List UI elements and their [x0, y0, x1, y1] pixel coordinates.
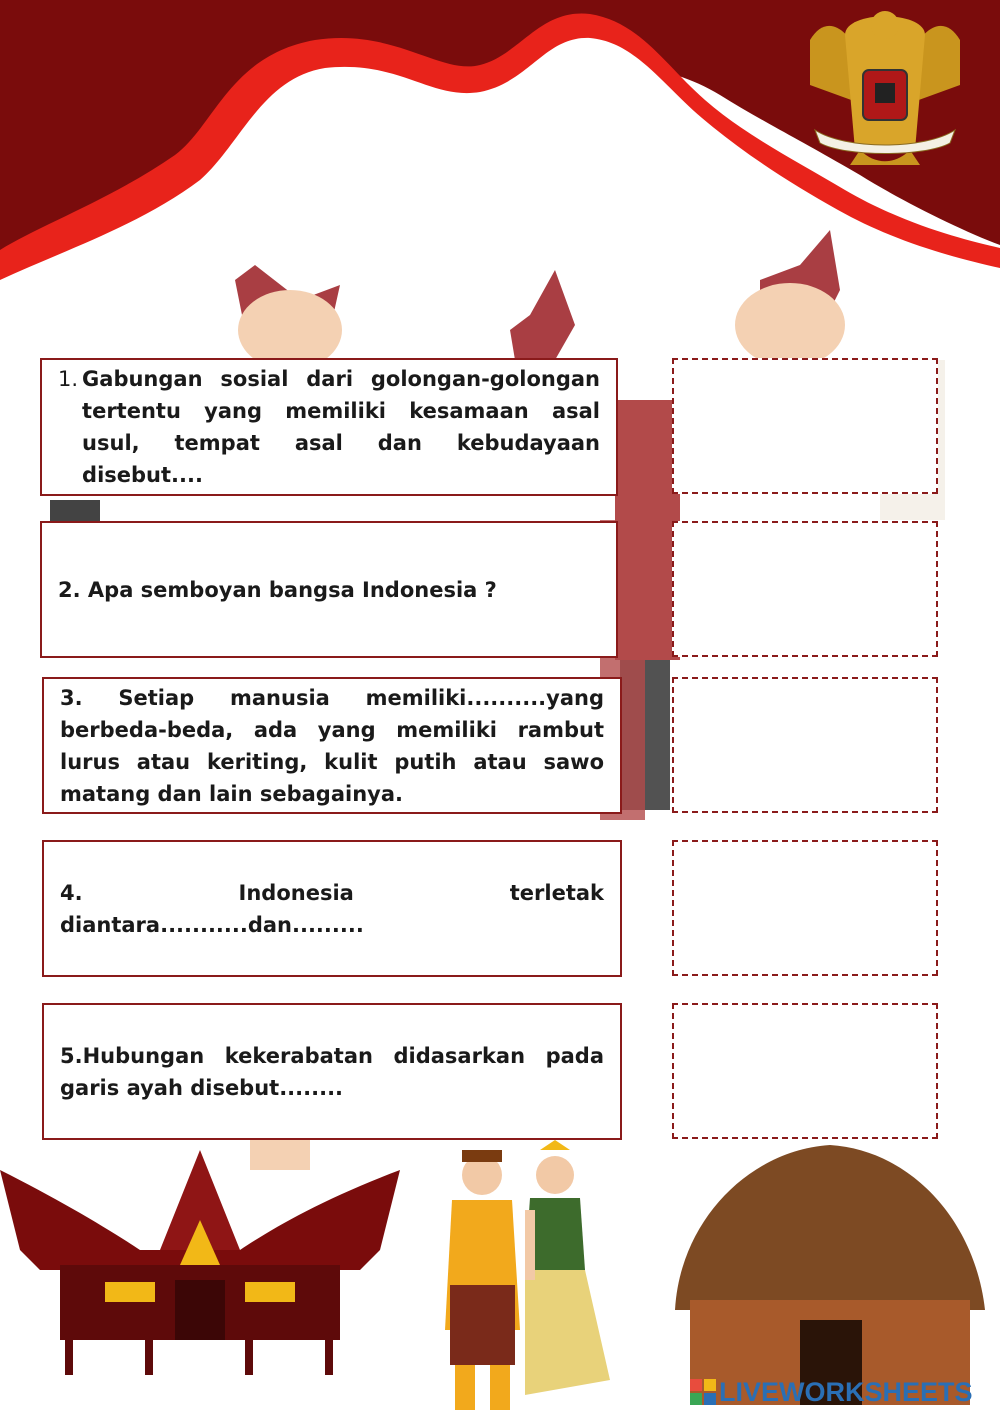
- answer-box-4[interactable]: [672, 840, 938, 976]
- question-2-box: [40, 521, 618, 658]
- question-3-box: [42, 677, 622, 814]
- question-3-number: 3.: [60, 685, 83, 710]
- question-1-body: Gabungan sosial dari golongan-golongan tertentu yang memiliki kesamaan asal usul, tempat asal dan kebudayaan disebut....: [82, 367, 600, 487]
- liveworksheets-logo-icon: [690, 1379, 716, 1405]
- question-4-number: 4.: [60, 880, 83, 905]
- question-2-number: 2.: [58, 577, 81, 602]
- question-4-text: [60, 877, 604, 941]
- answer-box-5[interactable]: [672, 1003, 938, 1139]
- question-5-body: Hubungan kekerabatan didasarkan pada garis ayah disebut........: [60, 1043, 604, 1100]
- question-4-box: [42, 840, 622, 977]
- question-1-box: [40, 358, 618, 496]
- question-5-text: [60, 1040, 604, 1104]
- answer-input-1[interactable]: [674, 360, 936, 492]
- question-3-text: [60, 682, 604, 810]
- liveworksheets-logo-text: LIVEWORKSHEETS: [719, 1376, 973, 1407]
- question-4-body: Indonesia terletak diantara...........dan.........: [60, 880, 604, 937]
- answer-box-3[interactable]: [672, 677, 938, 813]
- rumah-gadang-illustration: [0, 1150, 400, 1375]
- question-5-number: 5.: [60, 1043, 83, 1068]
- honai-hut-illustration: [675, 1145, 985, 1405]
- answer-input-4[interactable]: [674, 842, 936, 974]
- answer-input-5[interactable]: [674, 1005, 936, 1137]
- question-2-body: Apa semboyan bangsa Indonesia ?: [87, 577, 497, 602]
- question-3-body: Setiap manusia memiliki..........yang berbeda-beda, ada yang memiliki rambut lurus atau keriting, kulit putih atau sawo matang dan lain sebagainya.: [60, 685, 604, 806]
- answer-input-2[interactable]: [674, 523, 936, 655]
- answer-input-3[interactable]: [674, 679, 936, 811]
- liveworksheets-logo: [690, 1377, 973, 1407]
- answer-box-2[interactable]: [672, 521, 938, 657]
- question-2-text: [58, 574, 600, 606]
- traditional-couple-illustration: [445, 1140, 610, 1410]
- question-1-text: [58, 363, 600, 491]
- question-5-box: [42, 1003, 622, 1140]
- question-1-number: 1.: [58, 367, 79, 391]
- garuda-emblem-icon: [810, 11, 960, 165]
- answer-box-1[interactable]: [672, 358, 938, 494]
